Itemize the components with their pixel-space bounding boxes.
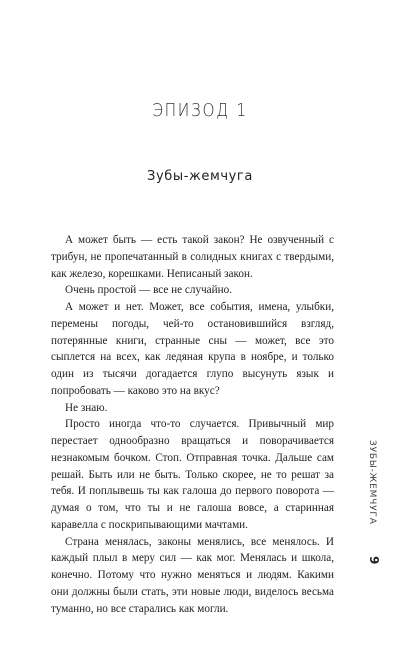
chapter-title: Зубы-жемчуга — [147, 169, 253, 184]
page-number: 9 — [367, 556, 381, 565]
episode-heading: ЭПИЗОД 1 — [152, 100, 248, 121]
body-text — [51, 232, 334, 617]
paragraph: Просто иногда что-то случается. Привычный мир перестает однообразно вращаться и поворачивается незнакомым бочком. Стоп. Отправная точка. Дальше сам решай. Быть или не быть. Только скорее, не то решат за тебя. И поплывешь ты как галоша до первого поворота — думая о том, что ты и не галоша вовсе, а старинная каравелла с поскрипывающими мачтами. — [51, 418, 334, 531]
paragraph: Не знаю. — [65, 401, 108, 414]
running-head: ЗУБЫ-ЖЕМЧУГА — [367, 440, 377, 525]
paragraph: А может и нет. Может, все события, имена, улыбки, перемены погоды, чей-то остановившийся взгляд, потерянные книги, странные сны — может, все это сыплется на всех, как ледяная крупа в ноябре, и только один из тысячи догадается глупо высунуть язык и попробовать — каково это на вкус? — [51, 301, 334, 397]
paragraph: Страна менялась, законы менялись, все менялось. И каждый плыл в меру сил — как мог. Менялась и школа, конечно. Потому что нужно меняться и людям. Какими они должны были стать, эти новые люди, виделось весьма туманно, но все старались как могли. — [51, 535, 334, 615]
paragraph: А может быть — есть такой закон? Не озвученный с трибун, не пропечатанный в солидных книгах с твердыми, как железо, корешками. Неписаный закон. — [51, 234, 334, 280]
paragraph: Очень простой — все не случайно. — [65, 284, 233, 297]
